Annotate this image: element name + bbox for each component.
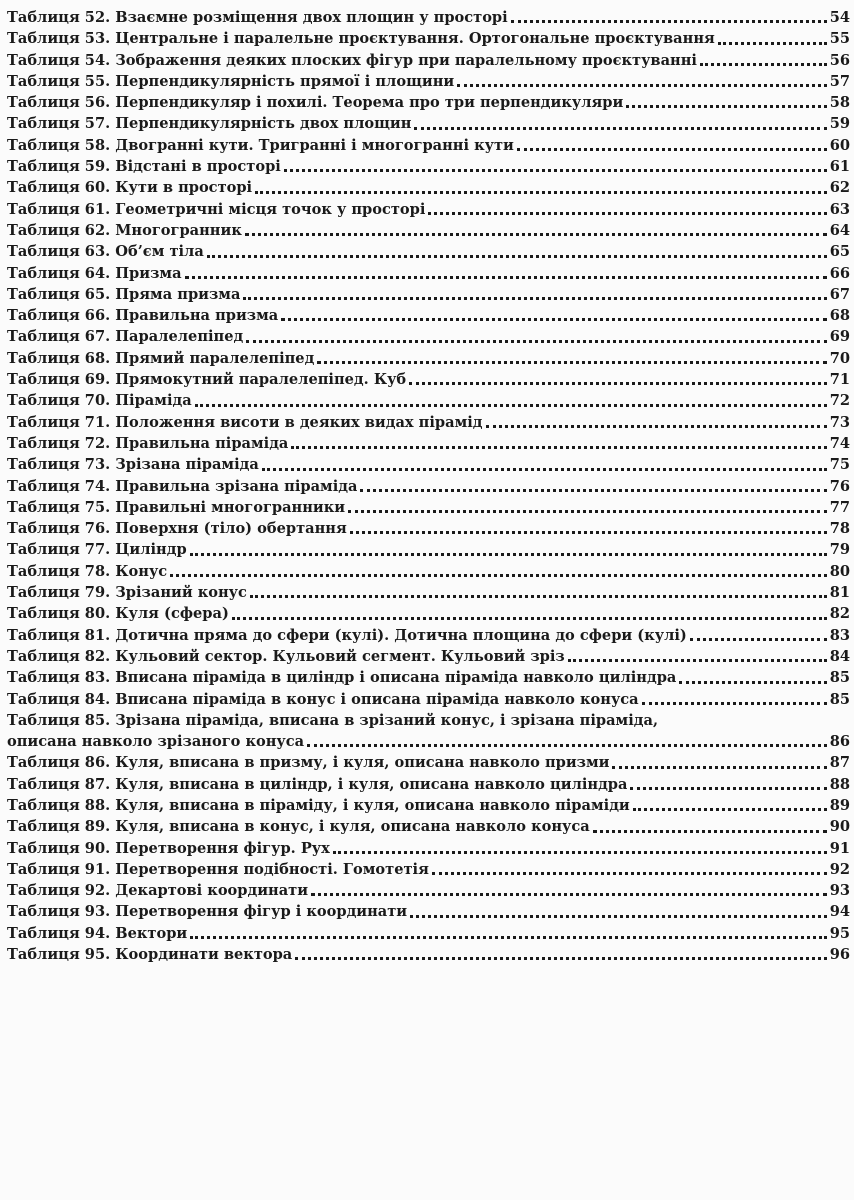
toc-entry[interactable]	[7, 774, 850, 795]
toc-entry-title: Таблиця 90. Перетворення фігур. Рух	[7, 839, 330, 857]
toc-entry-title: Таблиця 78. Конус	[7, 562, 168, 580]
toc-entry[interactable]	[7, 71, 850, 92]
dot-leader	[350, 530, 827, 534]
dot-leader	[246, 339, 826, 343]
toc-entry[interactable]	[7, 901, 850, 922]
toc-entry-title: Таблиця 59. Відстані в просторі	[7, 158, 281, 176]
dot-leader	[568, 658, 827, 662]
toc-page-number: 91	[829, 839, 850, 857]
toc-page-number: 76	[829, 477, 850, 495]
toc-entry-title: Таблиця 66. Правильна призма	[7, 307, 279, 325]
toc-entry-first-line	[7, 710, 850, 731]
toc-page-number: 55	[829, 30, 850, 48]
toc-entry[interactable]	[7, 646, 850, 667]
toc-page-number: 78	[829, 520, 850, 538]
toc-entry[interactable]	[7, 241, 850, 262]
toc-page-number: 58	[829, 94, 850, 112]
dot-leader	[517, 147, 827, 151]
dot-leader	[284, 168, 827, 172]
dot-leader	[317, 360, 826, 364]
dot-leader	[195, 403, 827, 407]
toc-page-number: 94	[829, 903, 850, 921]
toc-page-number: 61	[829, 158, 850, 176]
toc-page-number: 96	[829, 946, 850, 964]
toc-entry-title: Таблиця 81. Дотична пряма до сфери (кулі). Дотична площина до сфери (кулі)	[7, 626, 687, 644]
toc-page-number: 63	[829, 200, 850, 218]
dot-leader	[190, 935, 826, 939]
toc-entry[interactable]	[7, 689, 850, 710]
toc-entry[interactable]	[7, 859, 850, 880]
dot-leader	[486, 424, 827, 428]
toc-page-number: 65	[829, 243, 850, 261]
toc-entry[interactable]	[7, 348, 850, 369]
toc-entry-title: Таблиця 68. Прямий паралелепіпед	[7, 349, 315, 367]
toc-entry[interactable]	[7, 625, 850, 646]
dot-leader	[409, 381, 827, 385]
dot-leader	[414, 126, 826, 130]
toc-entry-title: Таблиця 85. Зрізана піраміда, вписана в зрізаний конус, і зрізана піраміда,	[7, 711, 659, 729]
toc-page-number: 88	[829, 775, 850, 793]
toc-entry-title: Таблиця 91. Перетворення подібності. Гомотетія	[7, 860, 429, 878]
toc-page-number: 80	[829, 562, 850, 580]
toc-entry[interactable]	[7, 305, 850, 326]
dot-leader	[642, 701, 827, 705]
dot-leader	[612, 765, 826, 769]
toc-entry[interactable]	[7, 838, 850, 859]
toc-entry[interactable]	[7, 667, 850, 688]
toc-page-number: 81	[829, 584, 850, 602]
dot-leader	[360, 488, 826, 492]
toc-entry[interactable]	[7, 518, 850, 539]
dot-leader	[232, 616, 827, 620]
toc-entry-title: Таблиця 63. Об’єм тіла	[7, 243, 204, 261]
toc-entry[interactable]	[7, 880, 850, 901]
dot-leader	[243, 296, 826, 300]
toc-page-number: 85	[829, 690, 850, 708]
toc-page-number: 87	[829, 754, 850, 772]
toc-page-number: 70	[829, 349, 850, 367]
dot-leader	[185, 275, 827, 279]
toc-page-number: 84	[829, 647, 850, 665]
toc-entry[interactable]	[7, 795, 850, 816]
dot-leader	[262, 467, 827, 471]
dot-leader	[281, 317, 826, 321]
toc-entry-title: Таблиця 62. Многогранник	[7, 221, 242, 239]
toc-entry[interactable]	[7, 156, 850, 177]
dot-leader	[245, 232, 827, 236]
dot-leader	[718, 41, 827, 45]
toc-entry-title: Таблиця 95. Координати вектора	[7, 946, 293, 964]
toc-entry-title: Таблиця 61. Геометричні місця точок у просторі	[7, 200, 426, 218]
toc-entry-title: Таблиця 82. Кульовий сектор. Кульовий сегмент. Кульовий зріз	[7, 647, 565, 665]
dot-leader	[170, 573, 826, 577]
toc-entry[interactable]	[7, 220, 850, 241]
toc-entry[interactable]	[7, 561, 850, 582]
toc-entry-title: Таблиця 89. Куля, вписана в конус, і куля, описана навколо конуса	[7, 818, 590, 836]
toc-page-number: 57	[829, 72, 850, 90]
toc-page-number: 73	[829, 413, 850, 431]
toc-entry-title: Таблиця 88. Куля, вписана в піраміду, і куля, описана навколо піраміди	[7, 796, 630, 814]
toc-entry-title: Таблиця 79. Зрізаний конус	[7, 584, 247, 602]
toc-entry-title: Таблиця 67. Паралелепіпед	[7, 328, 244, 346]
toc-page-number: 69	[829, 328, 850, 346]
toc-entry[interactable]	[7, 135, 850, 156]
toc-entry-title: Таблиця 60. Кути в просторі	[7, 179, 253, 197]
dot-leader	[250, 594, 827, 598]
toc-entry-title: Таблиця 70. Піраміда	[7, 392, 192, 410]
toc-entry[interactable]	[7, 816, 850, 837]
toc-entry-title: Таблиця 93. Перетворення фігур і координати	[7, 903, 408, 921]
toc-entry-title: Таблиця 84. Вписана піраміда в конус і описана піраміда навколо конуса	[7, 690, 639, 708]
toc-page-number: 90	[829, 818, 850, 836]
toc-entry-title: Таблиця 71. Положення висоти в деяких видах пірамід	[7, 413, 483, 431]
toc-entry-title: Таблиця 80. Куля (сфера)	[7, 605, 229, 623]
toc-page-number: 85	[829, 669, 850, 687]
toc-page-number: 71	[829, 371, 850, 389]
toc-entry-title: Таблиця 54. Зображення деяких плоских фігур при паралельному проєктуванні	[7, 51, 697, 69]
toc-entry-title: Таблиця 57. Перпендикулярність двох площин	[7, 115, 412, 133]
toc-page-number: 75	[829, 456, 850, 474]
toc-entry[interactable]	[7, 497, 850, 518]
toc-entry-title: Таблиця 53. Центральне і паралельне проєктування. Ортогональне проєктування	[7, 30, 715, 48]
toc-entry-title: Таблиця 77. Циліндр	[7, 541, 187, 559]
dot-leader	[700, 62, 827, 66]
dot-leader	[428, 211, 826, 215]
dot-leader	[333, 850, 827, 854]
toc-entry-title: Таблиця 65. Пряма призма	[7, 285, 241, 303]
toc-entry-title: Таблиця 55. Перпендикулярність прямої і площини	[7, 72, 455, 90]
toc-page-number: 72	[829, 392, 850, 410]
toc-entry-title: Таблиця 74. Правильна зрізана піраміда	[7, 477, 358, 495]
toc-entry[interactable]	[7, 92, 850, 113]
toc-entry-title: Таблиця 56. Перпендикуляр і похилі. Теорема про три перпендикуляри	[7, 94, 624, 112]
toc-page-number: 95	[829, 924, 850, 942]
toc-page-number: 67	[829, 285, 850, 303]
toc-page-number: 77	[829, 498, 850, 516]
dot-leader	[690, 637, 827, 641]
toc-entry[interactable]	[7, 177, 850, 198]
toc-page-number: 62	[829, 179, 850, 197]
toc-entry-title: Таблиця 58. Двогранні кути. Тригранні і многогранні кути	[7, 136, 514, 154]
dot-leader	[255, 190, 827, 194]
toc-entry[interactable]	[7, 476, 850, 497]
dot-leader	[679, 680, 826, 684]
toc-entry-title: Таблиця 64. Призма	[7, 264, 182, 282]
toc-entry[interactable]	[7, 113, 850, 134]
toc-entry[interactable]	[7, 326, 850, 347]
toc-entry[interactable]	[7, 433, 850, 454]
toc-entry[interactable]	[7, 412, 850, 433]
toc-page-number: 74	[829, 434, 850, 452]
toc-page-number: 93	[829, 882, 850, 900]
toc-page-number: 79	[829, 541, 850, 559]
dot-leader	[190, 552, 827, 556]
toc-entry-title: Таблиця 69. Прямокутний паралелепіпед. Куб	[7, 371, 407, 389]
toc-entry-title: Таблиця 86. Куля, вписана в призму, і куля, описана навколо призми	[7, 754, 610, 772]
toc-entry[interactable]	[7, 731, 850, 752]
toc-entry-title: Таблиця 76. Поверхня (тіло) обертання	[7, 520, 347, 538]
toc-entry-title: Таблиця 72. Правильна піраміда	[7, 434, 289, 452]
toc-entry-title: Таблиця 94. Вектори	[7, 924, 188, 942]
toc-entry[interactable]	[7, 454, 850, 475]
toc-entry[interactable]	[7, 199, 850, 220]
toc-entry[interactable]	[7, 752, 850, 773]
dot-leader	[511, 19, 827, 23]
toc-page-number: 59	[829, 115, 850, 133]
dot-leader	[307, 743, 827, 747]
dot-leader	[633, 807, 827, 811]
toc-page-number: 83	[829, 626, 850, 644]
toc-page-number: 54	[829, 9, 850, 26]
dot-leader	[348, 509, 827, 513]
toc-page-number: 66	[829, 264, 850, 282]
toc-entry[interactable]	[7, 28, 850, 49]
toc-entry[interactable]	[7, 923, 850, 944]
toc-entry[interactable]	[7, 263, 850, 284]
dot-leader	[630, 786, 826, 790]
toc-page-number: 82	[829, 605, 850, 623]
toc-page-number: 68	[829, 307, 850, 325]
toc-entry[interactable]	[7, 284, 850, 305]
toc-entry[interactable]	[7, 7, 850, 28]
toc-page-number: 86	[829, 733, 850, 751]
toc-page-number: 64	[829, 221, 850, 239]
dot-leader	[626, 104, 826, 108]
dot-leader	[457, 83, 826, 87]
toc-entry[interactable]	[7, 603, 850, 624]
toc-entry[interactable]	[7, 944, 850, 965]
toc-page-number: 56	[829, 51, 850, 69]
toc-entry-title-continuation: описана навколо зрізаного конуса	[7, 733, 305, 751]
toc-entry[interactable]	[7, 390, 850, 411]
toc-page-number: 89	[829, 796, 850, 814]
toc-entry-title: Таблиця 83. Вписана піраміда в циліндр і описана піраміда навколо циліндра	[7, 669, 677, 687]
toc-entry[interactable]	[7, 539, 850, 560]
toc-entry-title: Таблиця 73. Зрізана піраміда	[7, 456, 259, 474]
dot-leader	[410, 914, 827, 918]
dot-leader	[432, 871, 827, 875]
toc-page-number: 92	[829, 860, 850, 878]
toc-page-number: 60	[829, 136, 850, 154]
dot-leader	[207, 254, 827, 258]
toc-entry[interactable]	[7, 582, 850, 603]
toc-entry-title: Таблиця 92. Декартові координати	[7, 882, 309, 900]
dot-leader	[593, 829, 827, 833]
dot-leader	[295, 956, 826, 960]
toc-entry-title: Таблиця 52. Взаємне розміщення двох площин у просторі	[7, 9, 508, 26]
dot-leader	[291, 445, 826, 449]
dot-leader	[311, 892, 827, 896]
toc-entry[interactable]	[7, 369, 850, 390]
toc-entry-title: Таблиця 87. Куля, вписана в циліндр, і куля, описана навколо циліндра	[7, 775, 628, 793]
toc-entry[interactable]	[7, 50, 850, 71]
toc-entry-title: Таблиця 75. Правильні многогранники	[7, 498, 346, 516]
